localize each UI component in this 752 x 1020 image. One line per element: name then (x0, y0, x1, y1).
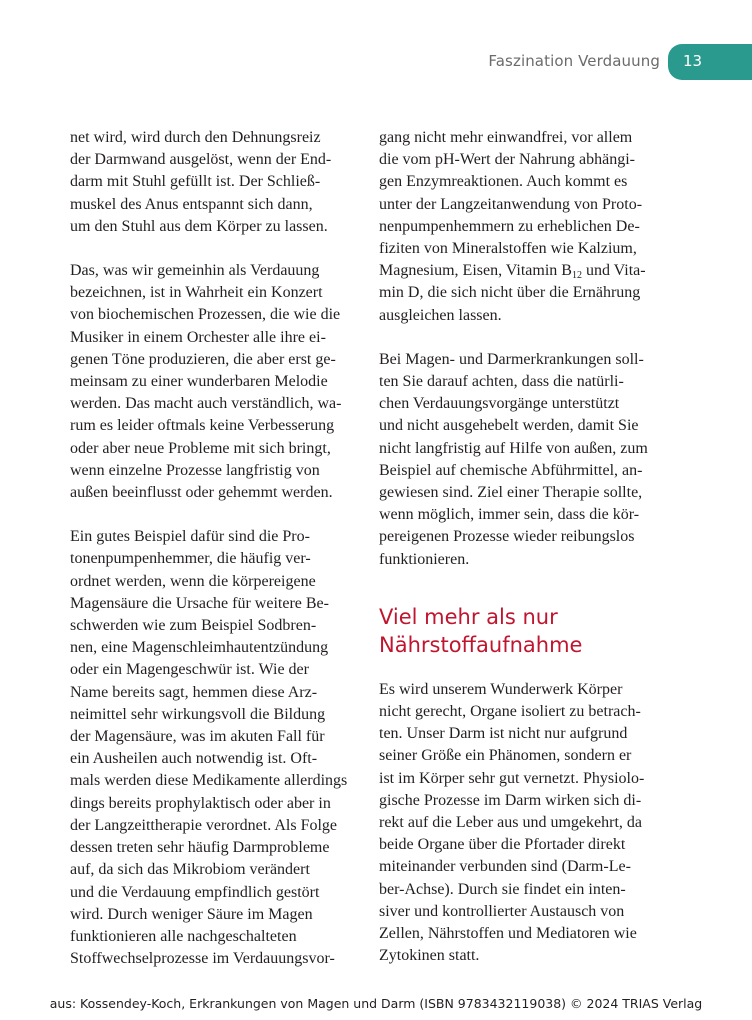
paragraph (70, 127, 370, 238)
text-line: ten Sie darauf achten, dass die natürli- (379, 373, 624, 391)
text-line: ein Ausheilen auch notwendig ist. Oft- (70, 750, 318, 768)
text-line: oder aber neue Probleme mit sich bringt, (70, 439, 331, 457)
paragraph (379, 127, 679, 327)
paragraph (379, 349, 679, 571)
text-line: wenn einzelne Prozesse langfristig von (70, 461, 320, 479)
text-line: mals werden diese Medikamente allerdings (70, 772, 348, 790)
text-line: gewiesen sind. Ziel einer Therapie sollte, (379, 484, 643, 502)
heading-line: Viel mehr als nur (379, 604, 558, 629)
text-line: Bei Magen- und Darmerkrankungen soll- (379, 350, 644, 368)
text-line: der Darmwand ausgelöst, wenn der End- (70, 151, 332, 169)
text-line: Magensäure die Ursache für weitere Be- (70, 594, 329, 612)
text-line: ordnet werden, wenn die körpereigene (70, 572, 316, 590)
text-line: ausgleichen lassen. (379, 306, 502, 324)
text-line: schwerden wie zum Beispiel Sodbren- (70, 617, 317, 635)
paragraph (70, 526, 370, 970)
text-line: rekt auf die Leber aus und umgekehrt, da (379, 814, 643, 832)
subscript-text: 12 (571, 270, 582, 282)
text-line: seiner Größe ein Phänomen, sondern er (379, 747, 632, 765)
text-line: von biochemischen Prozessen, die wie die (70, 306, 341, 324)
text-line: ber-Achse). Durch sie findet ein inten- (379, 880, 626, 898)
text-line: dings bereits prophylaktisch oder aber in (70, 794, 331, 812)
text-line: min D, die sich nicht über die Ernährung (379, 284, 641, 302)
section-heading (379, 603, 679, 659)
text-line: Zellen, Nährstoffen und Mediatoren wie (379, 925, 637, 943)
text-line: fiziten von Mineralstoffen wie Kalzium, (379, 240, 637, 258)
text-line: tonenpumpenhemmer, die häufig ver- (70, 550, 311, 568)
text-line: oder ein Magengeschwür ist. Wie der (70, 661, 309, 679)
page-number: 13 (683, 52, 703, 70)
text-line: nen, eine Magenschleimhautentzündung (70, 639, 329, 657)
right-column (379, 127, 679, 968)
paragraph (379, 679, 679, 968)
text-line (379, 260, 679, 282)
text-line: die vom pH-Wert der Nahrung abhängi- (379, 151, 635, 169)
text-line: unter der Langzeitanwendung von Proto- (379, 195, 643, 213)
text-line: pereigenen Prozesse wieder reibungslos (379, 528, 635, 546)
text-line: Es wird unserem Wunderwerk Körper (379, 680, 623, 698)
page-number-tab (668, 44, 752, 80)
text-line: gische Prozesse im Darm wirken sich di- (379, 791, 642, 809)
text-line: nicht gerecht, Organe isoliert zu betrach- (379, 703, 641, 721)
text-line: Musiker in einem Orchester alle ihre ei- (70, 328, 326, 346)
heading-line: Nährstoffaufnahme (379, 632, 583, 657)
text-line: werden. Das macht auch verständlich, wa- (70, 395, 342, 413)
text-line: Stoffwechselprozesse im Verdauungsvor- (70, 950, 335, 968)
left-column (70, 127, 370, 970)
text-line: siver und kontrollierter Austausch von (379, 902, 625, 920)
text-line: Das, was wir gemeinhin als Verdauung (70, 262, 320, 280)
text-line: nicht langfristig auf Hilfe von außen, zum (379, 439, 648, 457)
text-line: der Magensäure, was im akuten Fall für (70, 728, 325, 746)
text-line: um den Stuhl aus dem Körper zu lassen. (70, 217, 328, 235)
text-line: und die Verdauung empfindlich gestört (70, 883, 320, 901)
text-line: gang nicht mehr einwandfrei, vor allem (379, 129, 633, 146)
text-line: net wird, wird durch den Dehnungsreiz (70, 129, 321, 146)
text-line: wird. Durch weniger Säure im Magen (70, 905, 313, 923)
text-line: Beispiel auf chemische Abführmittel, an- (379, 461, 643, 479)
text-line: chen Verdauungsvorgänge unterstützt (379, 395, 620, 413)
text-line: Ein gutes Beispiel dafür sind die Pro- (70, 528, 310, 546)
text-line: und nicht ausgehebelt werden, damit Sie (379, 417, 639, 435)
text-line: genen Töne produzieren, die aber erst ge- (70, 350, 336, 368)
text-line: rum es leider oftmals keine Verbesserung (70, 417, 335, 435)
text-line: funktionieren alle nachgeschalteten (70, 927, 297, 945)
text-fragment: und Vita- (581, 262, 646, 280)
page-footer (0, 996, 752, 1011)
text-line: wenn möglich, immer sein, dass die kör- (379, 506, 640, 524)
text-line: funktionieren. (379, 550, 470, 568)
text-line: außen beeinflusst oder gehemmt werden. (70, 484, 333, 502)
text-line: gen Enzymreaktionen. Auch kommt es (379, 173, 628, 191)
text-line: beide Organe über die Pfortader direkt (379, 836, 626, 854)
text-line: ten. Unser Darm ist nicht nur aufgrund (379, 725, 628, 743)
text-line: der Langzeittherapie verordnet. Als Folge (70, 816, 338, 834)
text-line: meinsam zu einer wunderbaren Melodie (70, 373, 328, 391)
paragraph (70, 260, 370, 504)
text-line: Name bereits sagt, hemmen diese Arz- (70, 683, 318, 701)
text-line: neimittel sehr wirkungsvoll die Bildung (70, 705, 326, 723)
citation-text: aus: Kossendey-Koch, Erkrankungen von Magen und Darm (ISBN 9783432119038) © 2024 TRIAS Verlag (49, 996, 703, 1011)
text-fragment: Magnesium, Eisen, Vitamin B (379, 262, 572, 280)
text-line: miteinander verbunden sind (Darm-Le- (379, 858, 631, 876)
text-line: auf, da sich das Mikrobiom verändert (70, 861, 310, 879)
text-line: bezeichnen, ist in Wahrheit ein Konzert (70, 284, 323, 302)
text-line: nenpumpenhemmern zu erheblichen De- (379, 217, 640, 235)
text-line: muskel des Anus entspannt sich dann, (70, 195, 313, 213)
text-line: dessen treten sehr häufig Darmprobleme (70, 839, 330, 857)
text-line: Zytokinen statt. (379, 947, 480, 965)
text-line: darm mit Stuhl gefüllt ist. Der Schließ- (70, 173, 321, 191)
text-line: ist im Körper sehr gut vernetzt. Physiolo- (379, 769, 645, 787)
section-title: Faszination Verdauung (488, 52, 660, 70)
